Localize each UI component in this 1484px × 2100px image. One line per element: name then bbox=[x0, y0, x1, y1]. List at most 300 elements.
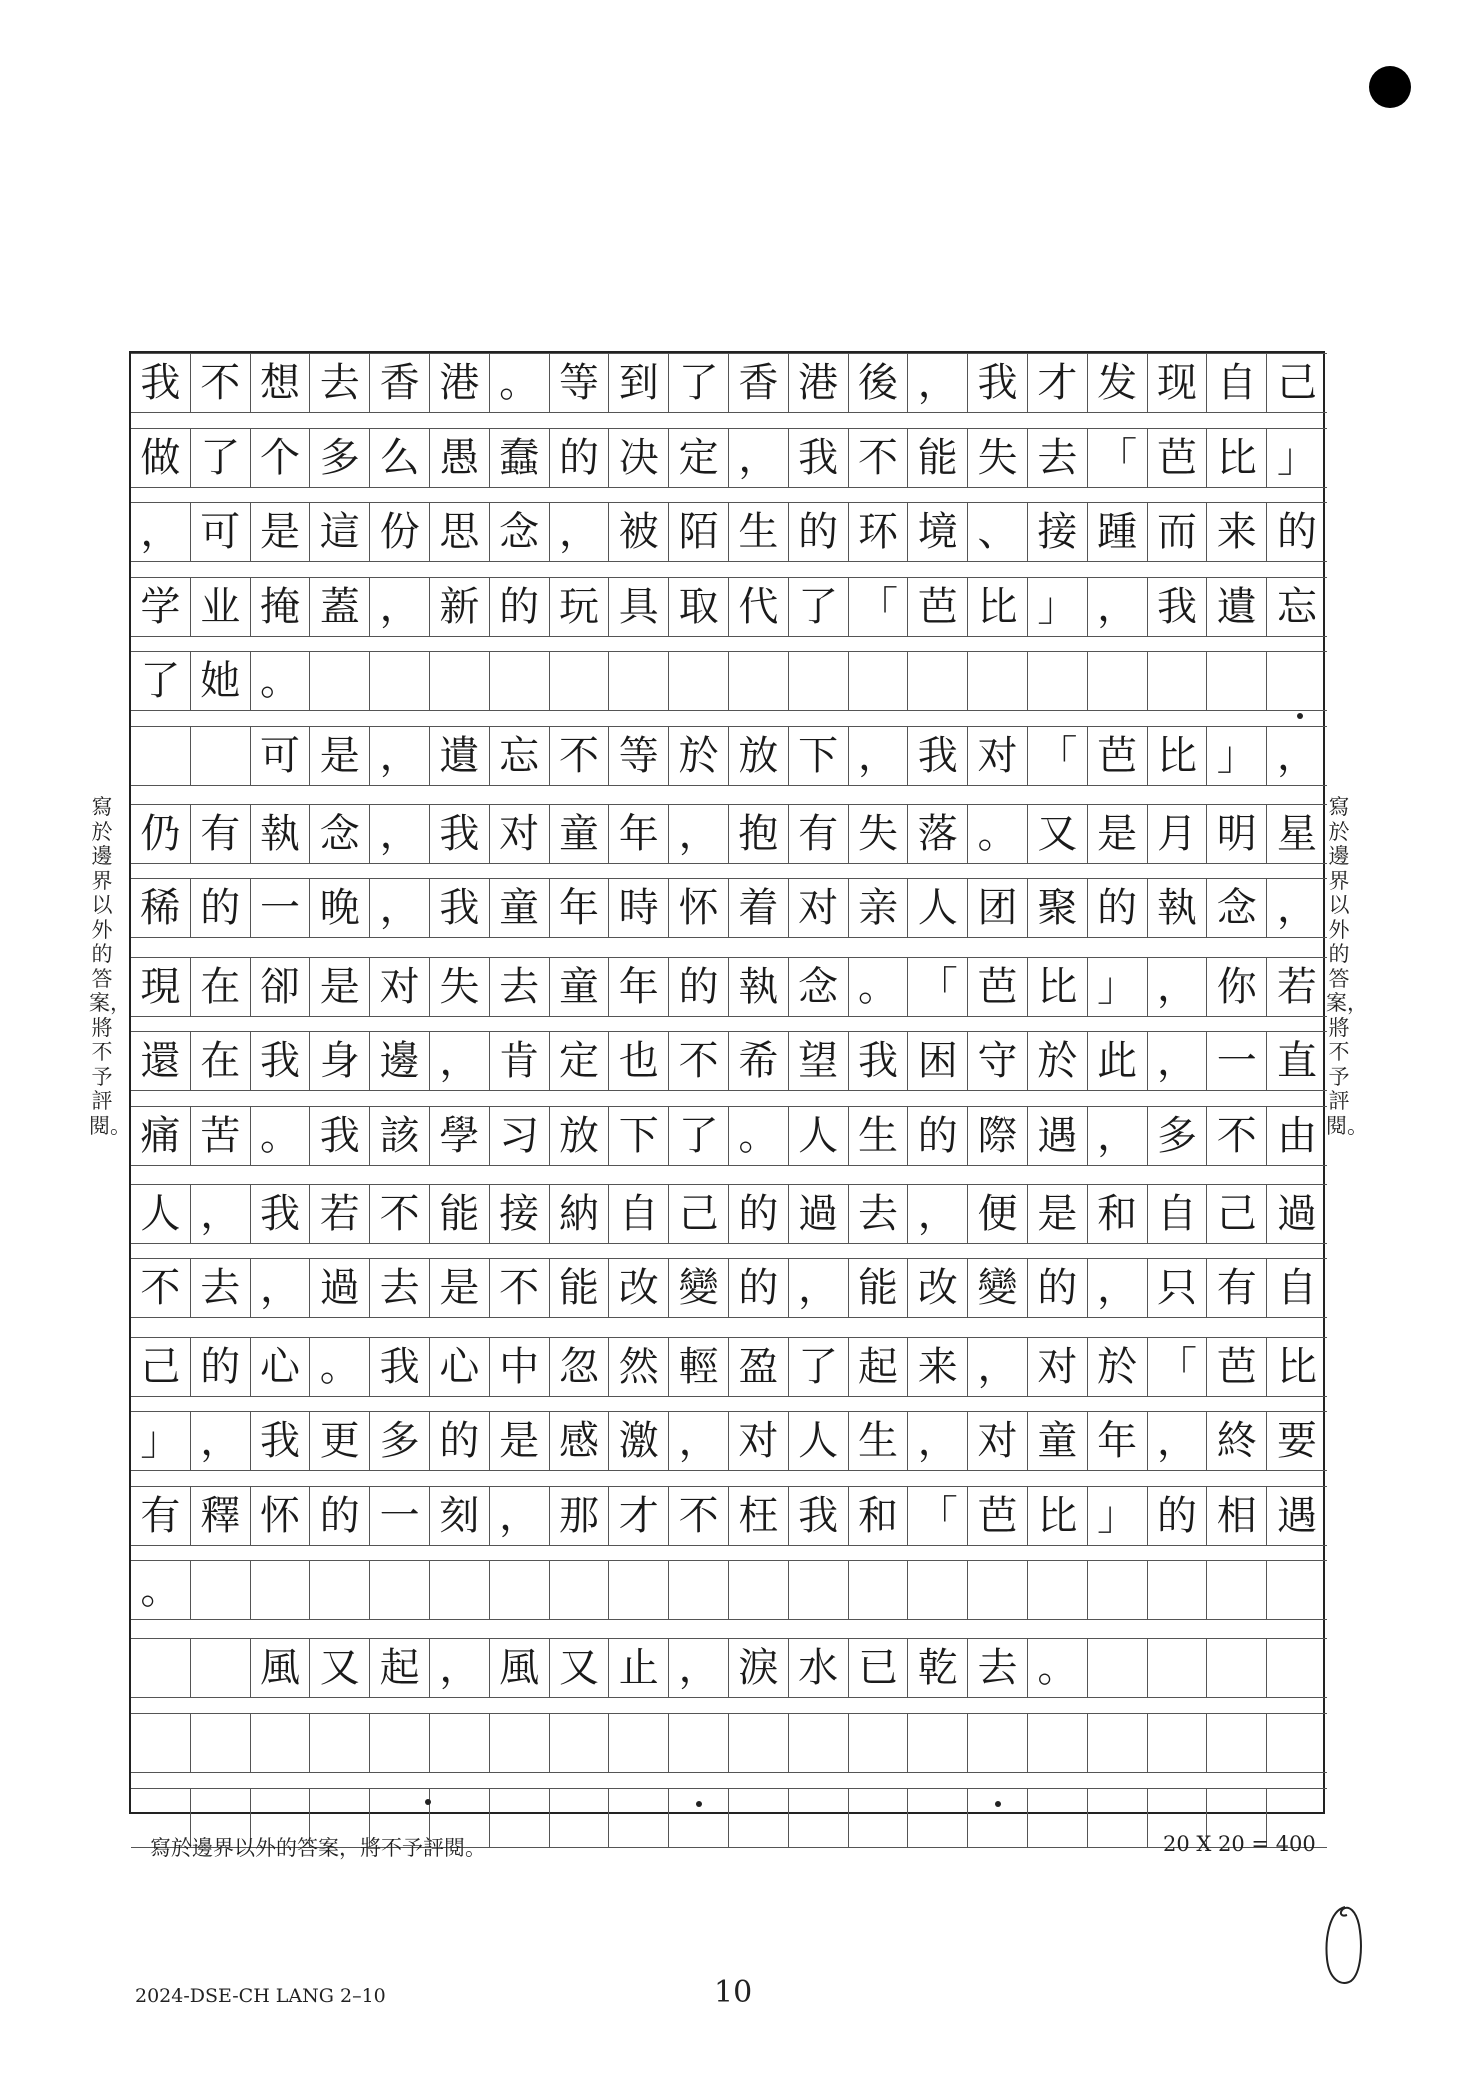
grid-cell: 過 bbox=[789, 1184, 849, 1244]
grid-cell: 學 bbox=[430, 1106, 490, 1166]
grid-cell: 我 bbox=[251, 1411, 311, 1471]
grid-cell bbox=[908, 1560, 968, 1620]
grid-cell: 此 bbox=[1088, 1031, 1148, 1091]
grid-cell: 怀 bbox=[251, 1486, 311, 1546]
grid-cell: 遺 bbox=[1207, 577, 1267, 637]
grid-cell: 念 bbox=[490, 502, 550, 562]
grid-cell: 定 bbox=[550, 1031, 610, 1091]
grid-cell: 的 bbox=[191, 878, 251, 938]
grid-cell bbox=[789, 1713, 849, 1773]
grid-cell: 望 bbox=[789, 1031, 849, 1091]
grid-cell: 我 bbox=[370, 1337, 430, 1397]
grid-cell: ， bbox=[849, 726, 909, 786]
grid-cell bbox=[789, 1560, 849, 1620]
grid-cell: 蠢 bbox=[490, 428, 550, 488]
grid-cell: 取 bbox=[669, 577, 729, 637]
grid-cell bbox=[908, 651, 968, 711]
side-note-left: 寫於邊界以外的答案，將不予評閱。 bbox=[89, 795, 131, 1138]
grid-cell: 年 bbox=[609, 804, 669, 864]
grid-cell bbox=[1267, 651, 1327, 711]
grid-cell: 下 bbox=[789, 726, 849, 786]
grid-cell: 止 bbox=[609, 1638, 669, 1698]
grid-cell: 己 bbox=[669, 1184, 729, 1244]
grid-cell: 代 bbox=[729, 577, 789, 637]
grid-cell: 可 bbox=[251, 726, 311, 786]
grid-cell bbox=[1028, 1713, 1088, 1773]
grid-cell bbox=[191, 1713, 251, 1773]
grid-cell: 還 bbox=[131, 1031, 191, 1091]
grid-cell: 不 bbox=[669, 1486, 729, 1546]
grid-cell: 聚 bbox=[1028, 878, 1088, 938]
grid-cell bbox=[1148, 1713, 1208, 1773]
grid-cell: 比 bbox=[968, 577, 1028, 637]
grid-cell bbox=[310, 1713, 370, 1773]
grid-cell: 被 bbox=[609, 502, 669, 562]
grid-cell: 忽 bbox=[550, 1337, 610, 1397]
grid-cell bbox=[1207, 1713, 1267, 1773]
grid-cell: ， bbox=[968, 1337, 1028, 1397]
grid-cell: 中 bbox=[490, 1337, 550, 1397]
grid-cell: 風 bbox=[490, 1638, 550, 1698]
grid-cell: 你 bbox=[1207, 957, 1267, 1017]
grid-cell: 過 bbox=[1267, 1184, 1327, 1244]
grid-row bbox=[131, 1411, 1323, 1471]
grid-cell: 有 bbox=[1207, 1258, 1267, 1318]
grid-cell: 的 bbox=[669, 957, 729, 1017]
grid-cell: 」 bbox=[1028, 577, 1088, 637]
grid-cell: ， bbox=[370, 804, 430, 864]
grid-cell bbox=[310, 1560, 370, 1620]
grid-cell: 自 bbox=[609, 1184, 669, 1244]
grid-cell: 到 bbox=[609, 353, 669, 413]
grid-row bbox=[131, 804, 1323, 864]
grid-cell: 是 bbox=[430, 1258, 490, 1318]
grid-cell: 」 bbox=[1267, 428, 1327, 488]
grid-cell: 。 bbox=[490, 353, 550, 413]
grid-cell: 的 bbox=[310, 1486, 370, 1546]
grid-cell: ， bbox=[550, 502, 610, 562]
grid-cell bbox=[550, 1560, 610, 1620]
page-number: 10 bbox=[714, 1975, 753, 2010]
grid-cell: 落 bbox=[908, 804, 968, 864]
grid-cell bbox=[1207, 1638, 1267, 1698]
grid-cell: 不 bbox=[1207, 1106, 1267, 1166]
grid-cell: ， bbox=[729, 428, 789, 488]
grid-cell: 。 bbox=[251, 1106, 311, 1166]
grid-cell: 激 bbox=[609, 1411, 669, 1471]
grid-cell: 生 bbox=[729, 502, 789, 562]
grid-cell: 」 bbox=[1207, 726, 1267, 786]
grid-cell: 接 bbox=[1028, 502, 1088, 562]
grid-cell: ， bbox=[669, 1411, 729, 1471]
grid-cell: 现 bbox=[1148, 353, 1208, 413]
grid-cell: 发 bbox=[1088, 353, 1148, 413]
grid-cell: 輕 bbox=[669, 1337, 729, 1397]
grid-cell: 「 bbox=[1028, 726, 1088, 786]
grid-row bbox=[131, 577, 1323, 637]
grid-cell bbox=[669, 651, 729, 711]
grid-cell: 、 bbox=[968, 502, 1028, 562]
grid-row bbox=[131, 1106, 1323, 1166]
grid-cell bbox=[550, 1788, 610, 1848]
paper-code: 2024-DSE-CH LANG 2–10 bbox=[135, 1985, 386, 2007]
grid-cell: 的 bbox=[1267, 502, 1327, 562]
grid-cell: 比 bbox=[1207, 428, 1267, 488]
grid-cell: 不 bbox=[669, 1031, 729, 1091]
grid-cell: 那 bbox=[550, 1486, 610, 1546]
grid-cell: 我 bbox=[251, 1184, 311, 1244]
grid-cell: ， bbox=[1148, 1411, 1208, 1471]
grid-cell: 枉 bbox=[729, 1486, 789, 1546]
grid-row bbox=[131, 651, 1323, 711]
grid-cell: 了 bbox=[669, 353, 729, 413]
registration-mark bbox=[1369, 66, 1411, 108]
grid-cell: 一 bbox=[251, 878, 311, 938]
grid-cell: 境 bbox=[908, 502, 968, 562]
grid-cell: 比 bbox=[1028, 1486, 1088, 1546]
grid-cell: 時 bbox=[609, 878, 669, 938]
grid-cell bbox=[490, 1788, 550, 1848]
grid-cell: 学 bbox=[131, 577, 191, 637]
grid-cell: 希 bbox=[729, 1031, 789, 1091]
grid-cell: 的 bbox=[908, 1106, 968, 1166]
grid-cell: 芭 bbox=[1088, 726, 1148, 786]
grid-cell: 芭 bbox=[968, 1486, 1028, 1546]
grid-cell: 明 bbox=[1207, 804, 1267, 864]
grid-cell: 遇 bbox=[1028, 1106, 1088, 1166]
grid-cell bbox=[849, 1560, 909, 1620]
grid-cell: 然 bbox=[609, 1337, 669, 1397]
grid-cell: 下 bbox=[609, 1106, 669, 1166]
grid-cell: 在 bbox=[191, 1031, 251, 1091]
grid-cell bbox=[310, 651, 370, 711]
grid-cell: 不 bbox=[131, 1258, 191, 1318]
grid-cell: 相 bbox=[1207, 1486, 1267, 1546]
grid-cell: 芭 bbox=[908, 577, 968, 637]
grid-cell: 稀 bbox=[131, 878, 191, 938]
grid-cell: 乾 bbox=[908, 1638, 968, 1698]
grid-cell: 可 bbox=[191, 502, 251, 562]
grid-cell: 愚 bbox=[430, 428, 490, 488]
grid-cell bbox=[1088, 1638, 1148, 1698]
grid-row bbox=[131, 1486, 1323, 1546]
grid-cell bbox=[1148, 651, 1208, 711]
grid-cell: 能 bbox=[908, 428, 968, 488]
grid-cell: 我 bbox=[908, 726, 968, 786]
grid-cell: 終 bbox=[1207, 1411, 1267, 1471]
marker-handwritten-zero bbox=[1319, 1903, 1367, 1989]
grid-cell: 人 bbox=[789, 1411, 849, 1471]
grid-cell: 去 bbox=[370, 1258, 430, 1318]
grid-cell: 。 bbox=[968, 804, 1028, 864]
grid-cell bbox=[789, 1788, 849, 1848]
grid-cell bbox=[669, 1713, 729, 1773]
grid-row bbox=[131, 1031, 1323, 1091]
grid-cell: 年 bbox=[550, 878, 610, 938]
grid-cell bbox=[609, 1560, 669, 1620]
grid-cell: 痛 bbox=[131, 1106, 191, 1166]
grid-cell: 在 bbox=[191, 957, 251, 1017]
grid-cell: 於 bbox=[669, 726, 729, 786]
grid-cell: 守 bbox=[968, 1031, 1028, 1091]
grid-cell: 起 bbox=[370, 1638, 430, 1698]
grid-cell: 能 bbox=[550, 1258, 610, 1318]
grid-row bbox=[131, 957, 1323, 1017]
grid-cell: 有 bbox=[191, 804, 251, 864]
grid-cell: 不 bbox=[370, 1184, 430, 1244]
grid-cell: 童 bbox=[550, 804, 610, 864]
grid-cell bbox=[908, 1713, 968, 1773]
grid-cell: 又 bbox=[550, 1638, 610, 1698]
grid-cell: 後 bbox=[849, 353, 909, 413]
grid-cell: 多 bbox=[310, 428, 370, 488]
grid-cell: 己 bbox=[131, 1337, 191, 1397]
grid-cell: 怀 bbox=[669, 878, 729, 938]
grid-cell: 又 bbox=[310, 1638, 370, 1698]
grid-cell: 想 bbox=[251, 353, 311, 413]
grid-cell: 而 bbox=[1148, 502, 1208, 562]
grid-cell: 抱 bbox=[729, 804, 789, 864]
grid-cell: 執 bbox=[729, 957, 789, 1017]
grid-cell bbox=[729, 1788, 789, 1848]
grid-cell: 起 bbox=[849, 1337, 909, 1397]
grid-cell: 盈 bbox=[729, 1337, 789, 1397]
grid-cell bbox=[729, 651, 789, 711]
grid-cell: 人 bbox=[908, 878, 968, 938]
grid-cell: 念 bbox=[310, 804, 370, 864]
grid-cell: 才 bbox=[609, 1486, 669, 1546]
grid-cell: 是 bbox=[251, 502, 311, 562]
grid-cell: 去 bbox=[191, 1258, 251, 1318]
grid-cell bbox=[968, 1560, 1028, 1620]
grid-cell: 是 bbox=[1028, 1184, 1088, 1244]
grid-cell: 的 bbox=[789, 502, 849, 562]
grid-cell: 了 bbox=[191, 428, 251, 488]
grid-row bbox=[131, 353, 1323, 413]
grid-cell: 邊 bbox=[370, 1031, 430, 1091]
grid-cell: 对 bbox=[968, 1411, 1028, 1471]
grid-cell: ， bbox=[669, 804, 729, 864]
grid-cell bbox=[669, 1560, 729, 1620]
grid-cell bbox=[430, 1713, 490, 1773]
grid-cell: ， bbox=[908, 1411, 968, 1471]
grid-cell: 习 bbox=[490, 1106, 550, 1166]
grid-cell: 能 bbox=[849, 1258, 909, 1318]
grid-cell: 对 bbox=[370, 957, 430, 1017]
grid-dot bbox=[425, 1799, 431, 1805]
grid-cell: 对 bbox=[490, 804, 550, 864]
grid-cell: 我 bbox=[251, 1031, 311, 1091]
side-note-right: 寫於邊界以外的答案，將不予評閱。 bbox=[1326, 795, 1368, 1138]
grid-cell: 她 bbox=[191, 651, 251, 711]
grid-cell: 水 bbox=[789, 1638, 849, 1698]
grid-cell bbox=[1088, 651, 1148, 711]
grid-row bbox=[131, 1638, 1323, 1698]
grid-cell: ， bbox=[1088, 1258, 1148, 1318]
grid-cell: 若 bbox=[1267, 957, 1327, 1017]
grid-cell bbox=[490, 651, 550, 711]
grid-dot bbox=[995, 1801, 1001, 1807]
grid-cell bbox=[370, 1713, 430, 1773]
grid-cell: 芭 bbox=[1207, 1337, 1267, 1397]
grid-cell: 我 bbox=[131, 353, 191, 413]
grid-cell bbox=[1148, 1638, 1208, 1698]
grid-cell: 「 bbox=[849, 577, 909, 637]
grid-cell bbox=[191, 1638, 251, 1698]
grid-cell: 去 bbox=[1028, 428, 1088, 488]
grid-cell: ， bbox=[1148, 957, 1208, 1017]
grid-cell: 又 bbox=[1028, 804, 1088, 864]
grid-cell bbox=[370, 651, 430, 711]
grid-cell: 一 bbox=[1207, 1031, 1267, 1091]
grid-cell: 忘 bbox=[490, 726, 550, 786]
grid-cell: 」 bbox=[1088, 1486, 1148, 1546]
grid-cell: ， bbox=[370, 577, 430, 637]
grid-cell: ， bbox=[1088, 577, 1148, 637]
grid-cell: 年 bbox=[609, 957, 669, 1017]
grid-cell: 際 bbox=[968, 1106, 1028, 1166]
grid-cell: ， bbox=[490, 1486, 550, 1546]
grid-cell: 等 bbox=[550, 353, 610, 413]
grid-cell bbox=[1207, 1560, 1267, 1620]
grid-cell: 有 bbox=[789, 804, 849, 864]
grid-cell: ， bbox=[191, 1411, 251, 1471]
grid-cell: 是 bbox=[1088, 804, 1148, 864]
grid-row bbox=[131, 726, 1323, 786]
grid-cell: 。 bbox=[1028, 1638, 1088, 1698]
grid-cell: 肯 bbox=[490, 1031, 550, 1091]
grid-cell: 环 bbox=[849, 502, 909, 562]
grid-cell: ， bbox=[430, 1031, 490, 1091]
grid-cell: 着 bbox=[729, 878, 789, 938]
grid-cell: 「 bbox=[1088, 428, 1148, 488]
grid-row bbox=[131, 1258, 1323, 1318]
grid-cell: 的 bbox=[430, 1411, 490, 1471]
grid-cell bbox=[370, 1560, 430, 1620]
grid-cell bbox=[1267, 1713, 1327, 1773]
grid-cell: 放 bbox=[729, 726, 789, 786]
grid-cell: 於 bbox=[1028, 1031, 1088, 1091]
grid-cell: 遇 bbox=[1267, 1486, 1327, 1546]
grid-cell: 」 bbox=[1088, 957, 1148, 1017]
grid-cell: 月 bbox=[1148, 804, 1208, 864]
grid-row bbox=[131, 1560, 1323, 1620]
grid-cell: 么 bbox=[370, 428, 430, 488]
grid-cell: 心 bbox=[430, 1337, 490, 1397]
grid-cell: 也 bbox=[609, 1031, 669, 1091]
grid-cell: 来 bbox=[908, 1337, 968, 1397]
grid-cell: 。 bbox=[131, 1560, 191, 1620]
grid-cell: 變 bbox=[968, 1258, 1028, 1318]
grid-cell: 自 bbox=[1148, 1184, 1208, 1244]
grid-cell: 人 bbox=[131, 1184, 191, 1244]
grid-cell: 能 bbox=[430, 1184, 490, 1244]
grid-cell: 接 bbox=[490, 1184, 550, 1244]
grid-cell: ， bbox=[251, 1258, 311, 1318]
grid-cell: 失 bbox=[430, 957, 490, 1017]
grid-cell: 做 bbox=[131, 428, 191, 488]
grid-cell bbox=[1207, 651, 1267, 711]
grid-cell: 等 bbox=[609, 726, 669, 786]
grid-cell: 我 bbox=[849, 1031, 909, 1091]
grid-cell bbox=[849, 1788, 909, 1848]
grid-cell: 芭 bbox=[968, 957, 1028, 1017]
grid-cell: 童 bbox=[490, 878, 550, 938]
grid-cell: 失 bbox=[849, 804, 909, 864]
grid-cell bbox=[550, 651, 610, 711]
grid-capacity: 20 X 20 = 400 bbox=[1163, 1832, 1316, 1856]
grid-cell: 对 bbox=[968, 726, 1028, 786]
grid-cell: 生 bbox=[849, 1411, 909, 1471]
grid-cell: 要 bbox=[1267, 1411, 1327, 1471]
grid-cell: ， bbox=[1267, 726, 1327, 786]
grid-cell: 的 bbox=[1028, 1258, 1088, 1318]
grid-cell bbox=[609, 1713, 669, 1773]
grid-cell: 去 bbox=[310, 353, 370, 413]
grid-cell: 忘 bbox=[1267, 577, 1327, 637]
grid-cell: 身 bbox=[310, 1031, 370, 1091]
grid-cell: 更 bbox=[310, 1411, 370, 1471]
grid-row bbox=[131, 1713, 1323, 1773]
grid-cell: ， bbox=[131, 502, 191, 562]
grid-cell: 港 bbox=[430, 353, 490, 413]
answer-grid bbox=[129, 351, 1325, 1814]
grid-cell bbox=[1267, 1560, 1327, 1620]
grid-cell: 了 bbox=[131, 651, 191, 711]
grid-cell: 改 bbox=[908, 1258, 968, 1318]
grid-cell: 年 bbox=[1088, 1411, 1148, 1471]
grid-cell bbox=[968, 1713, 1028, 1773]
grid-cell: 才 bbox=[1028, 353, 1088, 413]
grid-cell: 」 bbox=[131, 1411, 191, 1471]
grid-cell: ， bbox=[430, 1638, 490, 1698]
grid-cell bbox=[1148, 1560, 1208, 1620]
grid-cell: 納 bbox=[550, 1184, 610, 1244]
grid-cell: ， bbox=[669, 1638, 729, 1698]
grid-cell: 的 bbox=[1148, 1486, 1208, 1546]
grid-cell: 对 bbox=[789, 878, 849, 938]
grid-cell: 。 bbox=[310, 1337, 370, 1397]
grid-cell: 「 bbox=[908, 1486, 968, 1546]
grid-cell: 香 bbox=[729, 353, 789, 413]
grid-cell: 直 bbox=[1267, 1031, 1327, 1091]
grid-cell bbox=[1028, 1788, 1088, 1848]
grid-dot bbox=[1297, 713, 1303, 719]
grid-cell: 和 bbox=[1088, 1184, 1148, 1244]
grid-cell bbox=[1267, 1638, 1327, 1698]
grid-cell: 現 bbox=[131, 957, 191, 1017]
grid-cell: 的 bbox=[550, 428, 610, 488]
grid-cell: ， bbox=[1148, 1031, 1208, 1091]
grid-cell bbox=[430, 651, 490, 711]
grid-cell: 对 bbox=[1028, 1337, 1088, 1397]
grid-cell bbox=[1028, 651, 1088, 711]
grid-cell: 我 bbox=[968, 353, 1028, 413]
grid-cell: 不 bbox=[191, 353, 251, 413]
grid-cell: 遺 bbox=[430, 726, 490, 786]
grid-row bbox=[131, 1337, 1323, 1397]
grid-cell: 的 bbox=[191, 1337, 251, 1397]
grid-cell: 改 bbox=[609, 1258, 669, 1318]
grid-cell: 風 bbox=[251, 1638, 311, 1698]
grid-cell bbox=[669, 1788, 729, 1848]
grid-cell bbox=[131, 726, 191, 786]
grid-cell: 己 bbox=[1267, 353, 1327, 413]
grid-cell: 「 bbox=[908, 957, 968, 1017]
grid-cell: ， bbox=[191, 1184, 251, 1244]
grid-cell: 只 bbox=[1148, 1258, 1208, 1318]
grid-cell: 定 bbox=[669, 428, 729, 488]
